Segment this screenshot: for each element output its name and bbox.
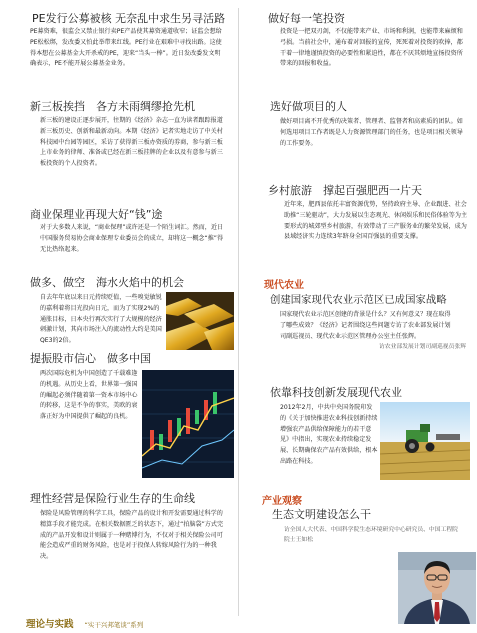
footer-section-title: 理论与实践: [26, 619, 74, 630]
article-title: 商业保理业再现大好“钱”途: [30, 208, 163, 221]
article-summary: 自去年年底以来日元持续贬值，一些嗅觉敏锐的嘉利着将目光投向日元，而为了实现2%的通胀目标，日本央行再次实行了大规模的经济刺激计划，其向市场注入的流动性大约是美国QE3的2倍。: [40, 294, 162, 345]
article-ecological-civilization[interactable]: [272, 508, 477, 545]
section-heading-industry: 产业观察: [262, 496, 302, 507]
article-summary: 对于大多数人来说，“商业保理”或许还是一个陌生词汇。然而，近日中国服务贸易协会商业保理专业委员会的成立，却将这一概念“推”得无比热络起来。: [40, 224, 224, 253]
farm-tractor-photo: [380, 402, 470, 480]
article-new-third-board[interactable]: [30, 100, 230, 170]
article-rural-tourism[interactable]: [268, 184, 473, 243]
article-summary: 国家现代农业示范区创建的背景是什么？又有何意义？现在取得了哪些成效？《经济》记者围绕这些问题专访了农业部发展计划司副巡视员、现代农业示范区管理办公室主任张辉。: [280, 311, 451, 340]
article-title: 生态文明建设怎么干: [272, 508, 371, 521]
interview-note: 访全国人大代表、中国科学院生态环境研究中心研究员、中国工程院院士王如松: [284, 527, 458, 543]
article-title: 创建国家现代农业示范区已成国家战略: [270, 294, 447, 306]
portrait-photo: [398, 552, 476, 624]
article-commercial-factoring[interactable]: [30, 208, 230, 255]
article-title: 理性经营是保险行业生存的生命线: [30, 492, 195, 505]
article-summary: 保险是风险管理的科学工具，保险产品的设计和开发需要通过科学的精算手段才能完成。在相关数据匮乏的状态下，通过“拍脑袋”方式完成的产品开发和设计则属于一种赌博行为，不仅对于相关保险公司可能会造成严重的财务风险，也是对于投保人转嫁风险行为的一种我决。: [40, 510, 224, 561]
gold-bars-photo: [166, 292, 234, 350]
article-summary: 两次国际危机为中国创造了千载难逢的机遇。从历史上看，世界第一强国的崛起必须伴随着第一资本市场中心的转移，这是不争的事实，美欧的衰落正好为中国提供了崛起的良机。: [40, 370, 138, 421]
article-title: 乡村旅游 撑起百强肥西一片天: [268, 184, 422, 197]
article-title: 选好做项目的人: [270, 100, 347, 113]
column-divider: [238, 8, 239, 616]
article-summary: 近年来，肥西县依托丰富资源优势，坚持政府主导、企业跟进、社会助推“三轮驱动”，大力发展以生态观光、休闲娱乐和民俗体验等为主要形式的城郊型乡村旅游，有效带动了三产服务业的繁荣发展，成为县域经济实力连续3年跻身全国百强县的重要支撑。: [284, 201, 468, 241]
article-insurance[interactable]: [30, 492, 235, 563]
article-title: 做好每一笔投资: [268, 12, 345, 25]
article-summary: 新三板的建设正逐步展开，往期的《经济》杂志一直为读者跟踪报道新三板历史、创新和最新动向。本期《经济》记者实地走访了中关村科技园中台园等园区，采访了获得新三板办资质的劵商，参与新三板上市业务的律师、准备或已经在新三板挂牌的企业以及有意参与新三板投资的个人投资者。: [40, 117, 223, 168]
article-title: 做多、做空 海水火焰中的机会: [30, 276, 184, 289]
article-summary: 做好项目离不开优秀的决策者、管理者、监督者和高素质的团队。如何选用项目工作者既是人力资源管理部门的任务，也是项目相关领导的工作要务。: [280, 118, 463, 147]
article-good-investment[interactable]: [254, 12, 469, 70]
article-title: 依靠科技创新发展现代农业: [270, 386, 402, 399]
stock-chart-photo: [142, 370, 234, 478]
article-summary: 2012年2月，中共中央国务院印发的《关于加快推进农业科技创新持续增强农产品供给保障能力的若干意见》中指出，实现农业持续稳定发展、长期确保农产品有效供给，根本出路在科技。: [280, 404, 378, 465]
article-summary: 投资是一把双刃剑，不仅能带来产业、市场和利润，也能带来麻烦和弓损。当前社会中，通布着对回报的宣传，死死着对投资的吹捧，都干着一律地谨慎投资的必要性和紧迫性，都在不厌其烦地宣扬投资所带来的回报和收益。: [280, 28, 463, 68]
page-footer: [26, 619, 143, 631]
article-title: 新三板挨挡 各方未雨绸缪抢先机: [30, 100, 195, 113]
article-choose-project-people[interactable]: [270, 100, 470, 149]
article-title: 提振股市信心 做多中国: [30, 352, 151, 365]
article-agri-demo-zone[interactable]: [270, 293, 475, 352]
article-title: PE发行公募被核 无奈乱中求生另寻活路: [32, 12, 226, 25]
section-heading-agriculture: 现代农业: [264, 280, 304, 291]
footer-series: “实干兴邦笔谈”系列: [84, 621, 144, 629]
interview-note: 访农业部发展计划司副巡视员张辉: [379, 344, 466, 351]
article-summary: PE募资难，很监会又禁止银行卖PE产品使其募资通道收窄；证监会想给PE松松绑，发改委又怕此举带来红线。PE行业在艰难中寻找出路。这使得本想在公募基金大开杀戒的PE，迎来“当头一棒”。近日发改委发文明确表示，PE不能开展公募基金业务。: [30, 28, 222, 68]
article-pe-fundraising[interactable]: [18, 12, 228, 70]
